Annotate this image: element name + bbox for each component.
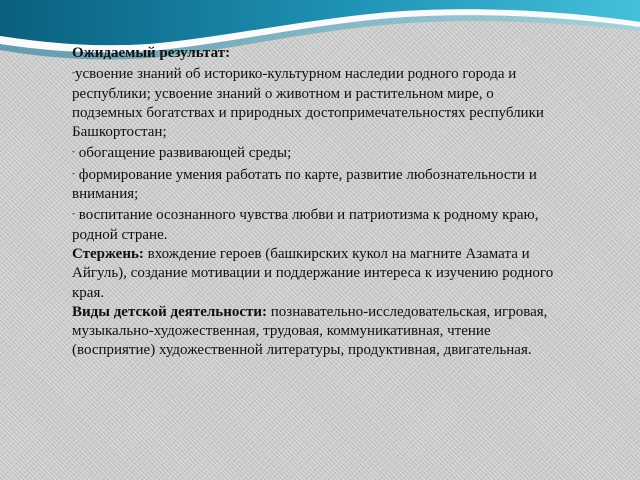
core-paragraph xyxy=(72,245,562,303)
slide-body xyxy=(72,44,562,361)
activities-text: познавательно-исследовательская, игровая, музыкально-художественная, трудовая, коммуникативная, чтение (восприятие) художественной литературы, продуктивная, двигательная. xyxy=(72,303,548,359)
core-label: Стержень: xyxy=(72,245,144,262)
bullet-marker: - xyxy=(72,208,75,219)
bullet-marker: - xyxy=(72,67,75,78)
bullet-item xyxy=(72,164,562,205)
activities-paragraph xyxy=(72,303,562,361)
bullet-text: обогащение развивающей среды; xyxy=(75,145,292,162)
bullet-text: формирование умения работать по карте, развитие любознательности и внимания; xyxy=(72,166,537,203)
bullet-marker: - xyxy=(72,146,75,157)
expected-result-heading: Ожидаемый результат: xyxy=(72,45,231,61)
bullet-text: усвоение знаний об историко-культурном наследии родного города и республики; усвоение знаний о животном и растительном мире, о подземных богатствах и природных достопримечательностях республики Башкортостан; xyxy=(72,66,544,141)
core-text: вхождение героев (башкирских кукол на магните Азамата и Айгуль), создание мотивации и поддержание интереса к изучению родного края. xyxy=(72,245,554,301)
bullet-text: воспитание осознанного чувства любви и патриотизма к родному краю, родной стране. xyxy=(72,207,539,243)
bullet-marker: - xyxy=(72,167,75,178)
bullet-item xyxy=(72,63,562,142)
activities-label: Виды детской деятельности: xyxy=(72,303,268,320)
bullet-item xyxy=(72,142,562,163)
bullet-item xyxy=(72,204,562,245)
